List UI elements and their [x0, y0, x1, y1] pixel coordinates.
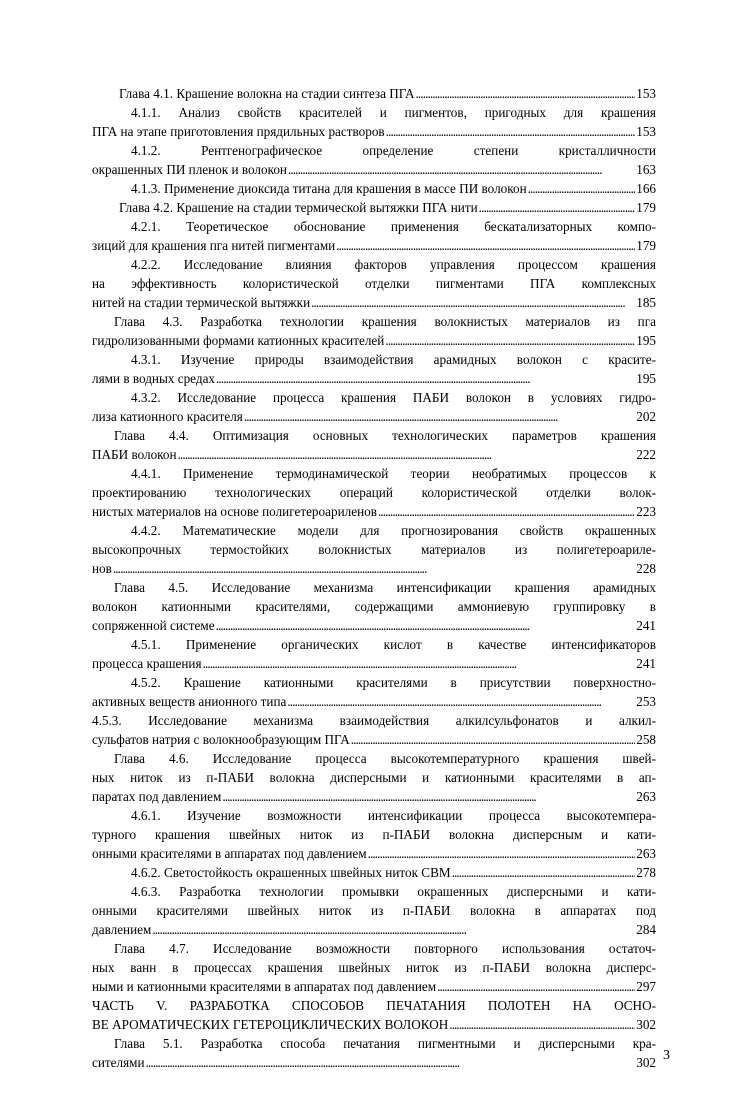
toc-entry-line: турного крашения швейных ниток из п-ПАБИ волокна дисперсным и кати-: [92, 827, 656, 842]
toc-entry-last-line: [92, 692, 656, 711]
toc-entry-last-line: [92, 407, 656, 426]
leader-dots: [416, 84, 636, 103]
toc-page-number: 263: [636, 789, 656, 804]
toc-entry-title: нистых материалов на основе полигетероариленов: [92, 504, 377, 519]
toc-entry-line: 4.1.2. Рентгенографическое определение степени кристалличности: [131, 143, 656, 158]
toc-page-number: 195: [636, 333, 656, 348]
toc-entry-title: 4.1.3. Применение диоксида титана для крашения в массе ПИ волокон: [131, 181, 527, 196]
leader-dots: [222, 787, 635, 806]
toc-entry-title: сульфатов натрия с волокнообразующим ПГА: [92, 732, 350, 747]
toc-page-number: 153: [636, 86, 656, 101]
toc-entry-line: на эффективность колористической отделки пигментами ПГА комплексных: [92, 276, 656, 291]
toc-entry-title: 4.6.2. Светостойкость окрашенных швейных ниток СВМ: [131, 865, 451, 880]
toc-entry-title: сителями: [92, 1055, 145, 1070]
toc-entry-line: Глава 4.4. Оптимизация основных технологических параметров крашения: [114, 428, 656, 443]
toc-entry-line: 4.5.3. Исследование механизма взаимодействия алкилсульфонатов и алкил-: [92, 713, 656, 728]
toc-entry-last-line: [92, 787, 656, 806]
toc-page-number: 278: [636, 865, 656, 880]
leader-dots: [311, 293, 635, 312]
toc-entry-line: 4.6.1. Изучение возможности интенсификации процесса высокотемпера-: [131, 808, 656, 823]
toc-entry-last-line: [92, 293, 656, 312]
toc-entry-title: нитей на стадии термической вытяжки: [92, 295, 311, 310]
toc-page-number: 202: [636, 409, 656, 424]
toc-page-number: 258: [636, 732, 656, 747]
leader-dots: [528, 179, 636, 198]
toc-entry-last-line: [131, 863, 656, 882]
toc-page-number: 302: [636, 1017, 656, 1032]
page-number: 3: [663, 1048, 670, 1063]
leader-dots: [449, 1015, 635, 1034]
toc-page-number: 179: [636, 200, 656, 215]
leader-dots: [113, 559, 635, 578]
leader-dots: [368, 844, 636, 863]
toc-entry-title: гидролизованными формами катионных красителей: [92, 333, 385, 348]
toc-entry-line: 4.5.2. Крашение катионными красителями в присутствии поверхностно-: [131, 675, 656, 690]
toc-page-number: 228: [636, 561, 656, 576]
toc-page-number: 166: [636, 181, 656, 196]
toc-entry-line: Глава 4.3. Разработка технологии крашения волокнистых материалов из пга: [114, 314, 656, 329]
leader-dots: [351, 730, 636, 749]
toc-entry-title: паратах под давлением: [92, 789, 222, 804]
toc-page-number: 153: [636, 124, 656, 139]
toc-entry-line: Глава 4.6. Исследование процесса высокотемпературного крашения швей-: [114, 751, 656, 766]
toc-entry-line: ных ниток из п-ПАБИ волокна дисперсными и катионными красителями в ап-: [92, 770, 656, 785]
leader-dots: [386, 122, 636, 141]
toc-entry-last-line: [92, 502, 656, 521]
toc-entry-title: окрашенных ПИ пленок и волокон: [92, 162, 287, 177]
leader-dots: [452, 863, 636, 882]
toc-entry-line: Глава 5.1. Разработка способа печатания пигментными и дисперсными кра-: [114, 1036, 656, 1051]
toc-entry-last-line: [92, 331, 656, 350]
toc-page-number: 253: [636, 694, 656, 709]
toc-entry-line: Глава 4.7. Исследование возможности повторного использования остаточ-: [114, 941, 656, 956]
toc-entry-line: высокопрочных термостойких волокнистых материалов из полигетероариле-: [92, 542, 656, 557]
toc-entry-title: ПАБИ волокон: [92, 447, 177, 462]
toc-entry-title: зиций для крашения пга нитей пигментами: [92, 238, 336, 253]
toc-entry-title: нов: [92, 561, 112, 576]
toc-entry-title: сопряженной системе: [92, 618, 215, 633]
toc-entry-title: онными красителями в аппаратах под давлением: [92, 846, 367, 861]
toc-entry-last-line: [131, 179, 656, 198]
toc-entry-last-line: [92, 1015, 656, 1034]
toc-entry-line: 4.4.2. Математические модели для прогнозирования свойств окрашенных: [131, 523, 656, 538]
toc-entry-last-line: [92, 160, 656, 179]
toc-page-number: 302: [636, 1055, 656, 1070]
leader-dots: [244, 407, 635, 426]
leader-dots: [288, 160, 635, 179]
toc-entry-last-line: [119, 84, 656, 103]
toc-entry-title: лями в водных средах: [92, 371, 216, 386]
toc-entry-line: ных ванн в процессах крашения швейных ниток из п-ПАБИ волокна дисперс-: [92, 960, 656, 975]
leader-dots: [216, 369, 635, 388]
leader-dots: [336, 236, 635, 255]
toc-entry-last-line: [92, 616, 656, 635]
toc-entry-line: 4.2.1. Теоретическое обоснование применения бескатализаторных компо-: [131, 219, 656, 234]
toc-entry-title: лиза катионного красителя: [92, 409, 243, 424]
toc-entry-title: ПГА на этапе приготовления прядильных растворов: [92, 124, 385, 139]
toc-entry-line: 4.5.1. Применение органических кислот в качестве интенсификаторов: [131, 637, 656, 652]
toc-entry-title: давлением: [92, 922, 152, 937]
toc-page-number: 163: [636, 162, 656, 177]
leader-dots: [287, 692, 635, 711]
toc-entry-line: 4.1.1. Анализ свойств красителей и пигментов, пригодных для крашения: [131, 105, 656, 120]
toc-entry-title: процесса крашения: [92, 656, 202, 671]
toc-page-number: 179: [636, 238, 656, 253]
toc-entry-last-line: [92, 977, 656, 996]
toc-entry-last-line: [92, 844, 656, 863]
leader-dots: [146, 1053, 636, 1072]
toc-page-number: 263: [636, 846, 656, 861]
toc-entry-line: 4.2.2. Исследование влияния факторов управления процессом крашения: [131, 257, 656, 272]
toc-entry-line: 4.3.2. Исследование процесса крашения ПАБИ волокон в условиях гидро-: [131, 390, 656, 405]
toc-page-number: 222: [636, 447, 656, 462]
leader-dots: [378, 502, 635, 521]
toc-entry-line: волокон катионными красителями, содержащими аммониевую группировку в: [92, 599, 656, 614]
toc-entry-line: проектированию технологических операций колористической отделки волок-: [92, 485, 656, 500]
toc-page-number: 241: [636, 618, 656, 633]
toc-entry-last-line: [92, 559, 656, 578]
toc-page-number: 241: [636, 656, 656, 671]
toc-entry-last-line: [92, 122, 656, 141]
toc-entry-title: активных веществ анионного типа: [92, 694, 287, 709]
toc-entry-line: 4.4.1. Применение термодинамической теории необратимых процессов к: [131, 466, 656, 481]
leader-dots: [437, 977, 635, 996]
toc-entry-last-line: [92, 445, 656, 464]
toc-entry-title: Глава 4.1. Крашение волокна на стадии синтеза ПГА: [119, 86, 415, 101]
toc-page-number: 223: [636, 504, 656, 519]
leader-dots: [385, 331, 635, 350]
toc-page-number: 284: [636, 922, 656, 937]
toc-entry-last-line: [92, 654, 656, 673]
leader-dots: [479, 198, 636, 217]
toc-entry-line: 4.6.3. Разработка технологии промывки окрашенных дисперсными и кати-: [131, 884, 656, 899]
toc-entry-last-line: [92, 369, 656, 388]
toc-entry-line: Глава 4.5. Исследование механизма интенсификации крашения арамидных: [114, 580, 656, 595]
toc-entry-line: 4.3.1. Изучение природы взаимодействия арамидных волокон с красите-: [131, 352, 656, 367]
toc-entry-title: ными и катионными красителями в аппаратах под давлением: [92, 979, 437, 994]
leader-dots: [178, 445, 636, 464]
toc-entry-line: ЧАСТЬ V. РАЗРАБОТКА СПОСОБОВ ПЕЧАТАНИЯ ПОЛОТЕН НА ОСНО-: [92, 998, 656, 1013]
toc-entry-title: ВЕ АРОМАТИЧЕСКИХ ГЕТЕРОЦИКЛИЧЕСКИХ ВОЛОКОН: [92, 1017, 449, 1032]
toc-entry-last-line: [92, 730, 656, 749]
leader-dots: [216, 616, 636, 635]
toc-entry-last-line: [92, 236, 656, 255]
toc-entry-line: онными красителями швейных ниток из п-ПАБИ волокна в аппаратах под: [92, 903, 656, 918]
toc-entry-last-line: [92, 1053, 656, 1072]
toc-page-number: 297: [636, 979, 656, 994]
toc-entry-title: Глава 4.2. Крашение на стадии термической вытяжки ПГА нити: [119, 200, 478, 215]
toc-entry-last-line: [119, 198, 656, 217]
leader-dots: [203, 654, 636, 673]
leader-dots: [152, 920, 635, 939]
toc-page-number: 195: [636, 371, 656, 386]
toc-entry-last-line: [92, 920, 656, 939]
toc-page-number: 185: [636, 295, 656, 310]
